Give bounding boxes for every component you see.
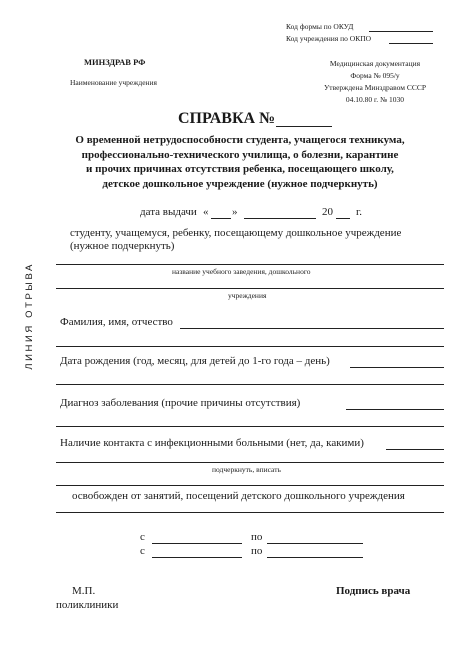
institution-name-caption-2: учреждения — [228, 291, 267, 300]
from-label-2: с — [140, 545, 145, 557]
diagnosis-field-2[interactable] — [56, 426, 444, 427]
underline-specify-caption: подчеркнуть, вписать — [212, 465, 281, 474]
institution-name-blank[interactable] — [56, 264, 444, 265]
contact-field-2[interactable] — [56, 462, 444, 463]
full-name-label: Фамилия, имя, отчество — [60, 316, 173, 328]
year-suffix: г. — [356, 206, 363, 218]
birth-date-field[interactable] — [350, 367, 444, 368]
birth-date-field-2[interactable] — [56, 384, 444, 385]
approved-by: Утверждена Минздравом СССР — [323, 83, 427, 92]
ministry-label: МИНЗДРАВ РФ — [84, 57, 146, 67]
from-date-1[interactable] — [152, 543, 242, 544]
released-label: освобожден от занятий, посещений детского дошкольного учреждения — [72, 490, 405, 502]
full-name-field-2[interactable] — [56, 346, 444, 347]
birth-date-label: Дата рождения (год, месяц, для детей до 1-го года – день) — [60, 355, 330, 367]
subtitle — [40, 133, 440, 191]
contact-label: Наличие контакта с инфекционными больными (нет, да, какими) — [60, 437, 364, 449]
issue-date-label: дата выдачи — [140, 206, 197, 218]
doc-type: Медицинская документация — [329, 59, 421, 68]
okud-blank[interactable] — [369, 31, 433, 32]
released-field[interactable] — [56, 512, 444, 513]
subtitle-line: и прочих причинах отсутствия ребенка, посещающего школу, — [86, 163, 394, 175]
form-number: Форма № 095/у — [350, 71, 400, 80]
to-date-1[interactable] — [267, 543, 363, 544]
doctor-signature-label: Подпись врача — [336, 585, 411, 597]
diagnosis-field[interactable] — [346, 409, 444, 410]
stamp-label: М.П. — [72, 585, 96, 597]
clinic-label: поликлиники — [56, 599, 119, 611]
diagnosis-label: Диагноз заболевания (прочие причины отсутствия) — [60, 397, 301, 409]
to-date-2[interactable] — [267, 557, 363, 558]
from-date-2[interactable] — [152, 557, 242, 558]
quote-open: « — [203, 206, 209, 218]
subtitle-line: детское дошкольное учреждение (нужное подчеркнуть) — [102, 177, 378, 190]
full-name-field[interactable] — [180, 328, 444, 329]
institution-name-blank-2[interactable] — [56, 288, 444, 289]
okpo-blank[interactable] — [389, 43, 433, 44]
page-title: СПРАВКА № — [178, 110, 276, 127]
approval-date: 04.10.80 г. № 1030 — [345, 95, 405, 104]
issue-month-blank[interactable] — [244, 218, 316, 219]
okpo-label: Код учреждения по ОКПО — [286, 34, 372, 43]
year-prefix: 20 — [322, 206, 333, 218]
to-label-2: по — [251, 545, 263, 557]
to-label-1: по — [251, 531, 263, 543]
issue-day-blank[interactable] — [211, 218, 231, 219]
institution-label: Наименование учреждения — [70, 78, 158, 87]
okud-label: Код формы по ОКУД — [286, 22, 354, 31]
from-label-1: с — [140, 531, 145, 543]
institution-name-caption: название учебного заведения, дошкольного — [172, 267, 311, 276]
recipient-line: студенту, учащемуся, ребенку, посещающему дошкольное учреждение — [70, 227, 402, 239]
issue-year-blank[interactable] — [336, 218, 350, 219]
recipient-note: (нужное подчеркнуть) — [70, 240, 175, 252]
tear-line-label: ЛИНИЯ ОТРЫВА — [24, 262, 35, 370]
contact-field-3[interactable] — [56, 485, 444, 486]
subtitle-line: О временной нетрудоспособности студента, учащегося техникума, — [75, 134, 405, 146]
quote-close: » — [232, 206, 238, 218]
certificate-number-blank[interactable] — [276, 126, 332, 127]
subtitle-line: профессионально-технического училища, о болезни, карантине — [81, 148, 399, 161]
contact-field[interactable] — [386, 449, 444, 450]
